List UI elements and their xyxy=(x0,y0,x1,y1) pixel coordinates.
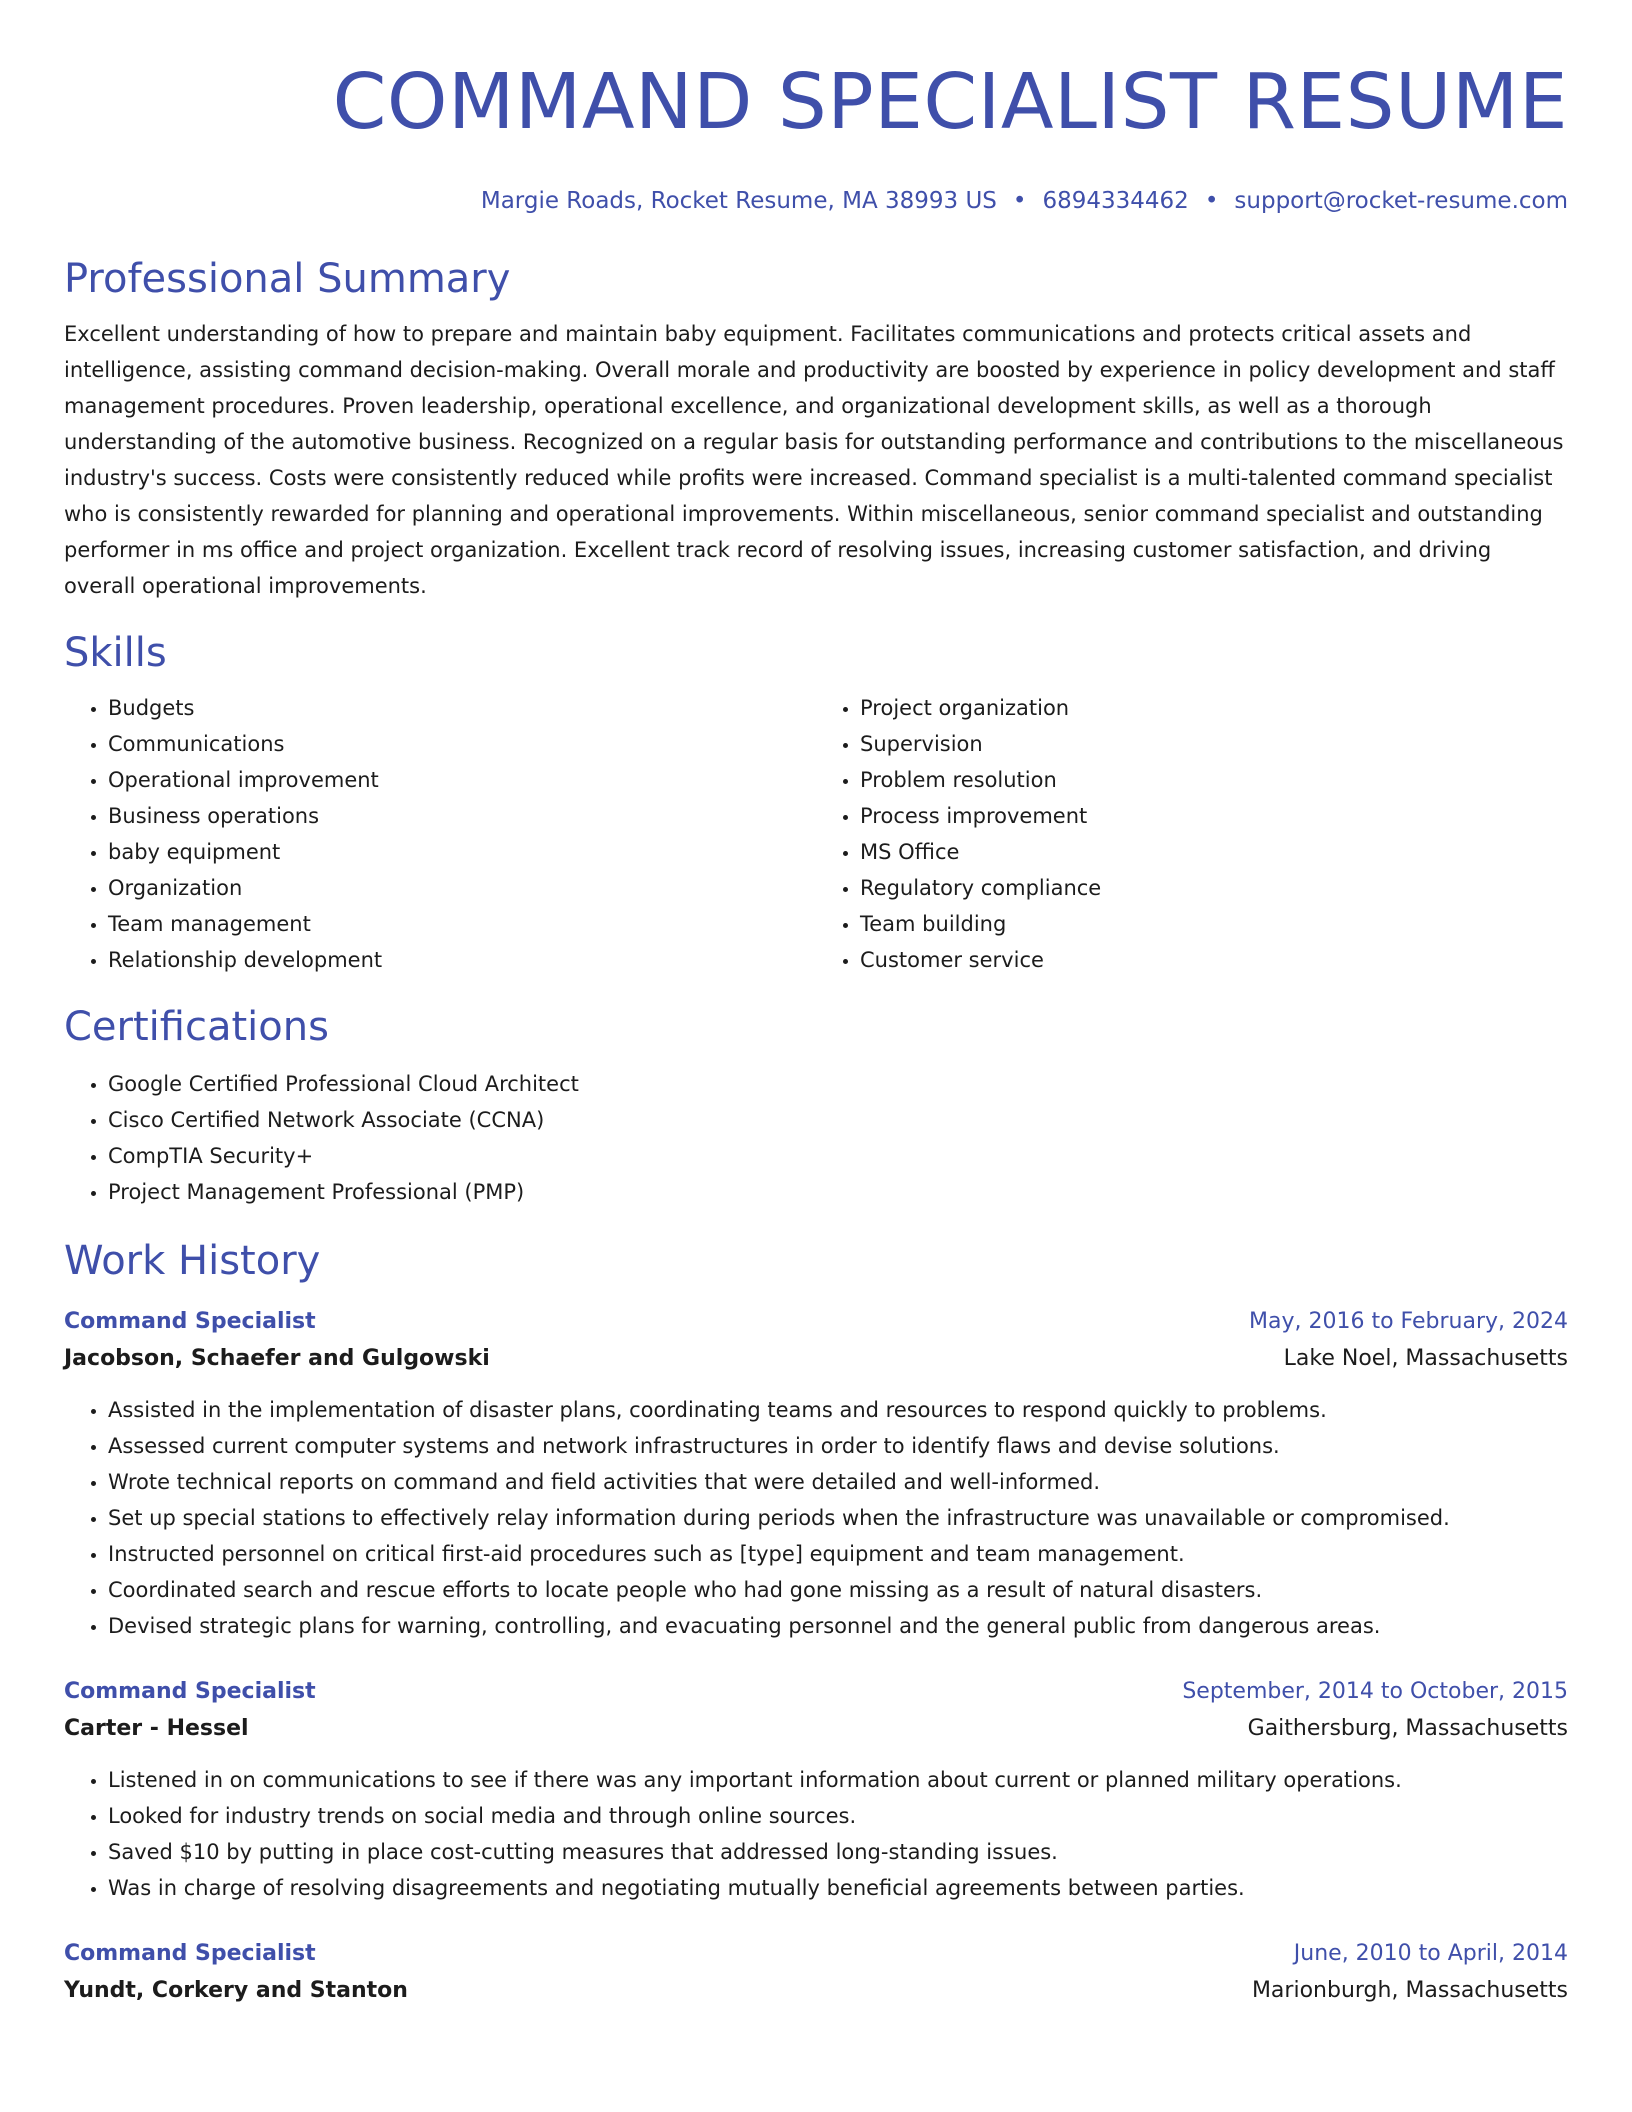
job-company-row xyxy=(64,1972,1568,2010)
job-bullet: • Set up special stations to effectively relay information during periods when the infrastructure was unavailable or compromised. xyxy=(108,1500,1568,1536)
certifications-heading: Certifications xyxy=(64,1004,329,1050)
skill-item: • Process improvement xyxy=(860,798,1568,834)
job-bullet: • Coordinated search and rescue efforts to locate people who had gone missing as a result of natural disasters. xyxy=(108,1572,1568,1608)
skills-list-left xyxy=(64,690,816,978)
job-header-row xyxy=(64,1674,1568,1710)
skills-heading: Skills xyxy=(64,630,167,676)
certification-item: • Project Management Professional (PMP) xyxy=(108,1174,1568,1210)
job-company: Jacobson, Schaefer and Gulgowski xyxy=(64,1346,490,1371)
skill-item: • Regulatory compliance xyxy=(860,870,1568,906)
contact-separator: • xyxy=(1204,188,1219,214)
skill-item: • Relationship development xyxy=(108,942,816,978)
job-dates: May, 2016 to February, 2024 xyxy=(1249,1309,1568,1334)
job-dates: June, 2010 to April, 2014 xyxy=(1293,1941,1568,1966)
skill-item: • Team building xyxy=(860,906,1568,942)
job-bullets xyxy=(64,1762,1568,1906)
job-location: Lake Noel, Massachusetts xyxy=(1283,1346,1568,1371)
skill-item: • Project organization xyxy=(860,690,1568,726)
resume-title: COMMAND SPECIALIST RESUME xyxy=(332,58,1568,147)
job-company-row xyxy=(64,1340,1568,1378)
job-company-row xyxy=(64,1710,1568,1748)
summary-text: Excellent understanding of how to prepare and maintain baby equipment. Facilitates communications and protects critical assets and intelligence, assisting command decision-making. Overall morale and productivity are boosted by experience in policy development and staff management procedures. Proven leadership, operational excellence, and organizational development skills, as well as a thorough understanding of the automotive business. Recognized on a regular basis for outstanding performance and contributions to the miscellaneous industry's success. Costs were consistently reduced while profits were increased. Command specialist is a multi-talented command specialist who is consistently rewarded for planning and operational improvements. Within miscellaneous, senior command specialist and outstanding performer in ms office and project organization. Excellent track record of resolving issues, increasing customer satisfaction, and driving overall operational improvements. xyxy=(64,322,1564,598)
job-bullet: • Assessed current computer systems and network infrastructures in order to identify flaws and devise solutions. xyxy=(108,1428,1568,1464)
job-bullet: • Looked for industry trends on social media and through online sources. xyxy=(108,1798,1568,1834)
job-dates: September, 2014 to October, 2015 xyxy=(1182,1679,1568,1704)
contact-email[interactable]: support@rocket-resume.com xyxy=(1234,188,1568,214)
certification-item: • Cisco Certified Network Associate (CCNA) xyxy=(108,1102,1568,1138)
skill-item: • Operational improvement xyxy=(108,762,816,798)
job-bullets xyxy=(64,1392,1568,1644)
job-header-row xyxy=(64,1304,1568,1340)
job-header-row xyxy=(64,1936,1568,1972)
certification-item: • Google Certified Professional Cloud Architect xyxy=(108,1066,1568,1102)
job-entry xyxy=(64,1674,1568,1906)
skill-item: • Communications xyxy=(108,726,816,762)
skill-item: • Organization xyxy=(108,870,816,906)
contact-address: Margie Roads, Rocket Resume, MA 38993 US xyxy=(480,188,997,214)
job-bullet: • Instructed personnel on critical first-aid procedures such as [type] equipment and team management. xyxy=(108,1536,1568,1572)
job-location: Marionburgh, Massachusetts xyxy=(1251,1978,1568,2003)
skill-item: • Supervision xyxy=(860,726,1568,762)
job-company: Carter - Hessel xyxy=(64,1716,249,1741)
job-company: Yundt, Corkery and Stanton xyxy=(64,1978,408,2003)
job-bullet: • Assisted in the implementation of disaster plans, coordinating teams and resources to respond quickly to problems. xyxy=(108,1392,1568,1428)
job-title: Command Specialist xyxy=(64,1309,316,1334)
job-bullet: • Listened in on communications to see if there was any important information about current or planned military operations. xyxy=(108,1762,1568,1798)
job-bullet: • Saved $10 by putting in place cost-cutting measures that addressed long-standing issues. xyxy=(108,1834,1568,1870)
skill-item: • Customer service xyxy=(860,942,1568,978)
job-location: Gaithersburg, Massachusetts xyxy=(1247,1716,1568,1741)
job-bullet: • Was in charge of resolving disagreements and negotiating mutually beneficial agreements between parties. xyxy=(108,1870,1568,1906)
certification-item: • CompTIA Security+ xyxy=(108,1138,1568,1174)
job-title: Command Specialist xyxy=(64,1679,316,1704)
contact-line xyxy=(64,186,1568,216)
skill-item: • Business operations xyxy=(108,798,816,834)
job-title: Command Specialist xyxy=(64,1941,316,1966)
job-bullet: • Wrote technical reports on command and field activities that were detailed and well-informed. xyxy=(108,1464,1568,1500)
skill-item: • Team management xyxy=(108,906,816,942)
work-history-heading: Work History xyxy=(64,1238,321,1284)
skill-item: • baby equipment xyxy=(108,834,816,870)
contact-separator: • xyxy=(1012,188,1027,214)
skill-item: • MS Office xyxy=(860,834,1568,870)
job-entry xyxy=(64,1936,1568,2010)
job-entry xyxy=(64,1304,1568,1644)
skills-list-right xyxy=(816,690,1568,978)
certifications-list xyxy=(64,1066,1568,1210)
skill-item: • Budgets xyxy=(108,690,816,726)
summary-heading: Professional Summary xyxy=(64,256,511,302)
contact-phone: 6894334462 xyxy=(1042,188,1189,214)
skills-columns xyxy=(64,690,1568,978)
skill-item: • Problem resolution xyxy=(860,762,1568,798)
job-bullet: • Devised strategic plans for warning, controlling, and evacuating personnel and the general public from dangerous areas. xyxy=(108,1608,1568,1644)
